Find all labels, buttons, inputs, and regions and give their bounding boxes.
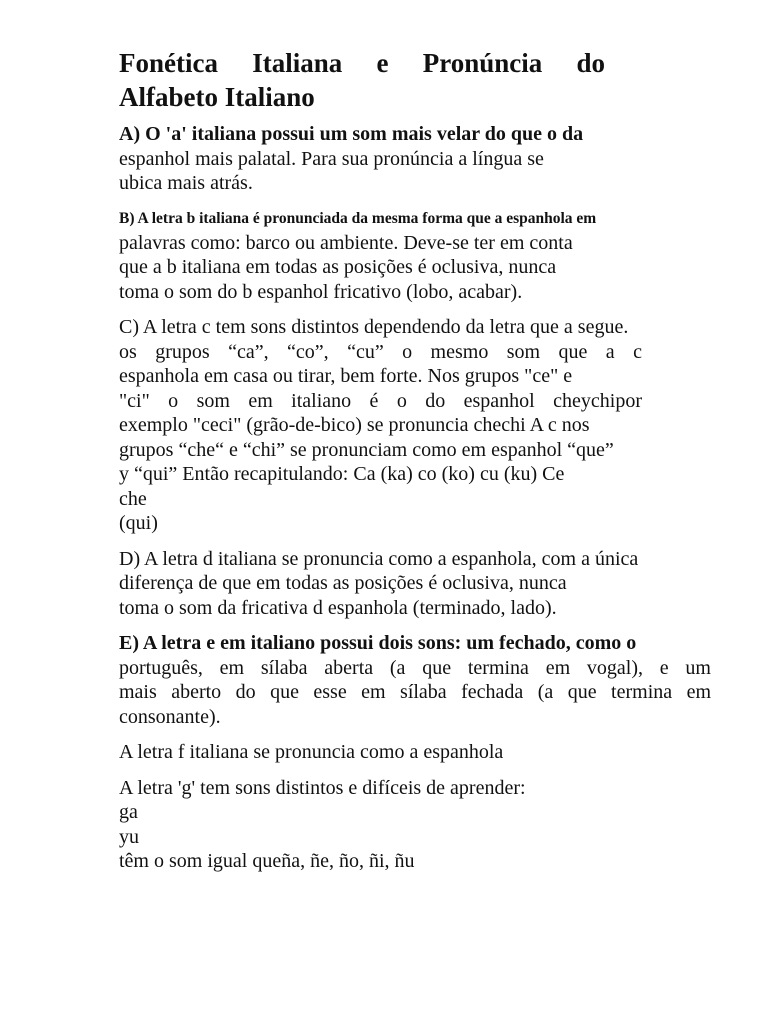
section-f bbox=[119, 740, 711, 765]
section-g-line-4: têm o som igual queña, ñe, ño, ñi, ñu bbox=[119, 850, 415, 872]
section-c-line-3: espanhola em casa ou tirar, bem forte. Nos grupos "ce" e bbox=[119, 365, 573, 387]
section-c-line-1: C) A letra c tem sons distintos dependendo da letra que a segue. bbox=[119, 316, 629, 338]
section-g-line-1: A letra 'g' tem sons distintos e difíceis de aprender: bbox=[119, 776, 526, 799]
title-line-1: Fonética Italiana e Pronúncia do bbox=[119, 48, 605, 78]
section-a-line-3: ubica mais atrás. bbox=[119, 172, 253, 194]
section-g-line-3: yu bbox=[119, 825, 139, 848]
section-c bbox=[119, 315, 711, 536]
section-g bbox=[119, 776, 711, 874]
section-e-line-4: consonante). bbox=[119, 705, 221, 728]
section-c-line-6: grupos “che“ e “chi” se pronunciam como em espanhol “que” bbox=[119, 438, 614, 461]
section-c-line-4: "ci" o som em italiano é o do espanhol cheychipor bbox=[119, 389, 642, 412]
section-b-line-4: toma o som do b espanhol fricativo (lobo, acabar). bbox=[119, 280, 523, 303]
page-title bbox=[119, 46, 711, 114]
section-b-line-2: palavras como: barco ou ambiente. Deve-se ter em conta bbox=[119, 231, 573, 254]
section-c-line-5: exemplo "ceci" (grão-de-bico) se pronuncia chechi A c nos bbox=[119, 414, 590, 436]
section-e-line-1: E) A letra e em italiano possui dois sons: um fechado, como o bbox=[119, 632, 637, 654]
section-b-line-1: B) A letra b italiana é pronunciada da mesma forma que a espanhola em bbox=[119, 209, 597, 227]
section-d-line-1: D) A letra d italiana se pronuncia como a espanhola, com a única bbox=[119, 547, 639, 570]
section-d bbox=[119, 547, 711, 621]
section-d-line-3: toma o som da fricativa d espanhola (terminado, lado). bbox=[119, 596, 557, 619]
section-f-line-1: A letra f italiana se pronuncia como a espanhola bbox=[119, 741, 504, 763]
section-a-line-2: espanhol mais palatal. Para sua pronúncia a língua se bbox=[119, 147, 544, 170]
section-e-line-3: mais aberto do que esse em sílaba fechada (a que termina em bbox=[119, 681, 711, 703]
section-a-line-1: A) O 'a' italiana possui um som mais velar do que o da bbox=[119, 123, 584, 145]
section-b bbox=[119, 207, 711, 305]
section-d-line-2: diferença de que em todas as posições é oclusiva, nunca bbox=[119, 572, 567, 594]
section-b-line-3: que a b italiana em todas as posições é oclusiva, nunca bbox=[119, 256, 557, 278]
document-page bbox=[119, 46, 711, 885]
section-c-line-2: os grupos “ca”, “co”, “cu” o mesmo som que a c bbox=[119, 340, 642, 363]
section-g-line-2: ga bbox=[119, 801, 138, 823]
section-e bbox=[119, 631, 711, 729]
section-a bbox=[119, 122, 711, 196]
section-c-line-9: (qui) bbox=[119, 512, 158, 534]
section-c-line-8: che bbox=[119, 487, 147, 510]
section-e-line-2: português, em sílaba aberta (a que termina em vogal), e um bbox=[119, 656, 711, 679]
title-line-2: Alfabeto Italiano bbox=[119, 82, 315, 112]
section-c-line-7: y “qui” Então recapitulando: Ca (ka) co (ko) cu (ku) Ce bbox=[119, 463, 565, 485]
